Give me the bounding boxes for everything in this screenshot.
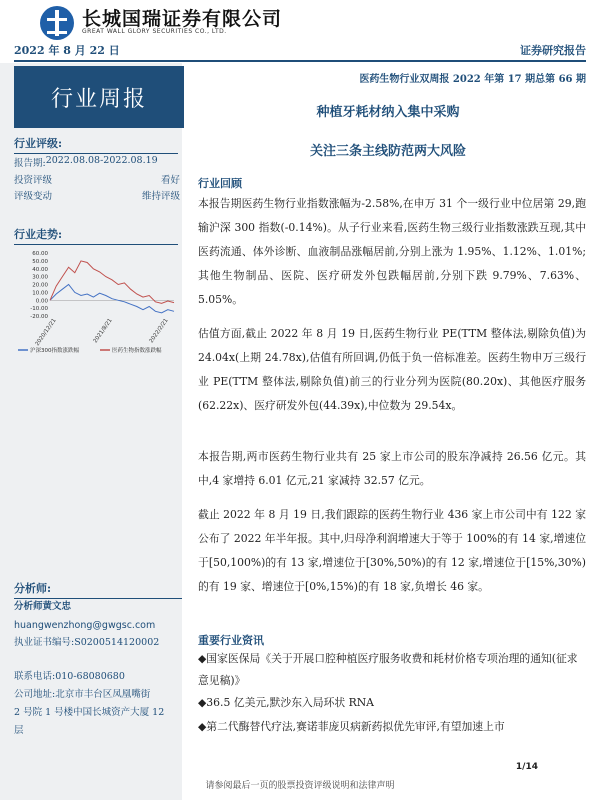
- legend-label-1: 医药生物指数涨跌幅: [112, 348, 162, 354]
- y-tick-label: -10.00: [30, 306, 48, 313]
- rating-change-row: [14, 188, 180, 202]
- x-tick-label: 2022/2/21: [148, 317, 170, 345]
- paragraph: 本报告期,两市医药生物行业共有 25 家上市公司的股东净减持 26.56 亿元。其中,4 家增持 6.01 亿元,21 家减持 32.57 亿元。: [198, 450, 586, 487]
- y-tick-label: -20.00: [30, 314, 48, 320]
- paragraph: 本报告期医药生物行业指数涨幅为-2.58%,在申万 31 个一级行业中位居第 29,跑输沪深 300 指数(-0.14%)。从子行业来看,医药生物三级行业指数涨跌互现,其中医药流通、体外诊断、血液制品涨幅居前,分别上涨为 1.95%、1.12%、1.01%;其他生物制品、医院、医疗研发外包跌幅居前,分别下跌 9.79%、7.63%、5.05%。: [198, 197, 586, 306]
- address-line-2: 2 号院 1 号楼中国长城资产大厦 12: [14, 707, 165, 718]
- paragraph: 估值方面,截止 2022 年 8 月 19 日,医药生物行业 PE(TTM 整体法,剔除负值)为 24.04x(上期 24.78x),估值有所回调,仍低于负一倍标准差。医药生物申万三级行业 PE(TTM 整体法,剔除负值)前三的行业分列为医院(80.20x)、其他医疗服务(62.22x)、医疗研发外包(44.39x),中位数为 29.54x。: [198, 327, 586, 412]
- x-tick-label: 2021/8/21: [92, 317, 114, 345]
- rating-value: 看好: [160, 175, 180, 186]
- change-label: 评级变动: [14, 191, 53, 202]
- footer-disclaimer: 请参阅最后一页的股票投资评级说明和法律声明: [205, 781, 395, 791]
- change-value: 维持评级: [141, 191, 180, 202]
- address-line-1: 公司地址:北京市丰台区凤凰嘴街: [14, 689, 151, 700]
- weekly-label: 行业周报: [14, 66, 184, 128]
- sub-title: 关注三条主线防范两大风险: [309, 144, 466, 159]
- series-line-0: [50, 285, 174, 313]
- contact-phone: 联系电话:010-68080680: [14, 671, 125, 682]
- company-name-cn: 长城国瑞证券有限公司: [82, 8, 283, 30]
- y-tick-label: 60.00: [32, 251, 48, 257]
- y-tick-label: 10.00: [32, 290, 48, 297]
- y-tick-label: 40.00: [32, 266, 48, 273]
- news-item: ◆36.5 亿美元,默沙东入局环状 RNA: [198, 696, 374, 709]
- period-value: 2022.08.08-2022.08.19: [45, 155, 158, 166]
- y-tick-label: 50.00: [32, 258, 48, 265]
- section-heading-review: 行业回顾: [198, 177, 242, 190]
- legend-label-0: 沪深300指数涨跌幅: [30, 348, 79, 354]
- company-name-en: GREAT WALL GLORY SECURITIES CO., LTD.: [82, 28, 227, 35]
- rating-heading: 行业评级:: [14, 135, 178, 154]
- header-rule: [14, 60, 586, 62]
- y-tick-label: 20.00: [32, 282, 48, 289]
- trend-heading: 行业走势:: [14, 226, 178, 245]
- report-period: [14, 155, 180, 169]
- main-title: 种植牙耗材纳入集中采购: [316, 105, 460, 120]
- series-info: 医药生物行业双周报 2022 年第 17 期总第 66 期: [359, 74, 586, 85]
- news-item: ◆第二代酶替代疗法,赛诺菲庞贝病新药拟优先审评,有望加速上市: [198, 720, 505, 733]
- analyst-cert: 执业证书编号:S0200514120002: [14, 637, 160, 648]
- series-line-1: [50, 261, 174, 304]
- company-logo-icon: [40, 6, 74, 40]
- report-date: 2022 年 8 月 22 日: [14, 44, 120, 57]
- industry-trend-chart: [14, 248, 182, 358]
- address-line-3: 层: [14, 725, 24, 736]
- rating-label: 投资评级: [14, 175, 53, 186]
- paragraph: 截止 2022 年 8 月 19 日,我们跟踪的医药生物行业 436 家上市公司中有 122 家公布了 2022 年半年报。其中,归母净利润增速大于等于 100%的有 14 家,增速位于[50,100%)的有 13 家,增速位于[30%,50%)的有 12 家,增速位于[15%,30%)的有 19 家、增速位于[0%,15%)的有 18 家,负增长 46 家。: [198, 508, 586, 593]
- page-number: 1/14: [515, 762, 538, 772]
- analyst-heading: 分析师:: [14, 580, 182, 599]
- analyst-name: 分析师黄文忠: [14, 601, 72, 612]
- section-heading-news: 重要行业资讯: [198, 634, 264, 647]
- x-tick-label: 2020/12/21: [34, 317, 58, 348]
- y-tick-label: 0.00: [35, 298, 48, 305]
- rating-row: [14, 172, 180, 186]
- news-item: ◆国家医保局《关于开展口腔种植医疗服务收费和耗材价格专项治理的通知(征求意见稿)》: [198, 652, 578, 687]
- period-label: 报告期:: [14, 158, 46, 169]
- y-tick-label: 30.00: [32, 274, 48, 281]
- report-type: 证券研究报告: [520, 44, 586, 57]
- analyst-email[interactable]: huangwenzhong@gwgsc.com: [14, 620, 156, 631]
